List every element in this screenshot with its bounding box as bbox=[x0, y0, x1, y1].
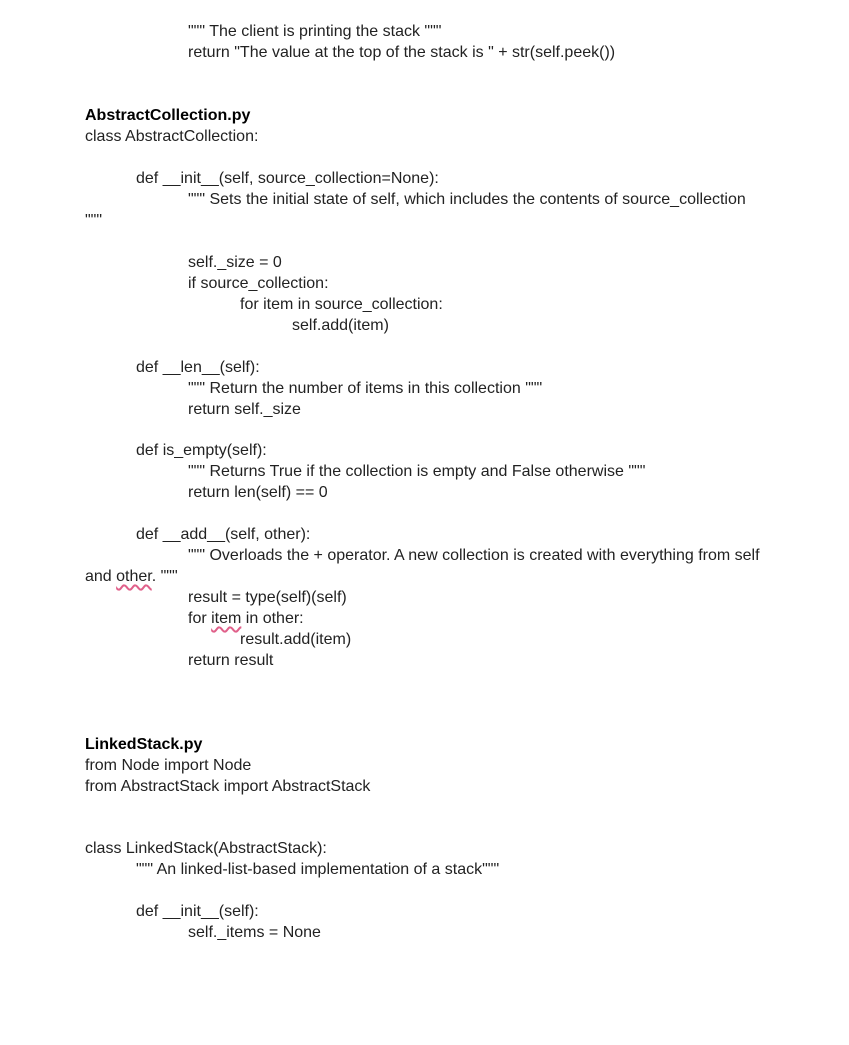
code-line bbox=[85, 566, 178, 587]
code-line: def __init__(self): bbox=[136, 903, 259, 920]
code-line: result.add(item) bbox=[240, 631, 352, 648]
code-line: """ Return the number of items in this collection """ bbox=[188, 380, 543, 397]
code-line bbox=[188, 608, 304, 629]
code-line: """ An linked-list-based implementation of a stack""" bbox=[136, 861, 500, 878]
code-line: self._size = 0 bbox=[188, 254, 282, 271]
code-text: in other: bbox=[241, 610, 304, 627]
code-line: """ Overloads the + operator. A new collection is created with everything from self bbox=[188, 547, 760, 564]
code-line: class AbstractCollection: bbox=[85, 128, 259, 145]
code-line: """ Returns True if the collection is empty and False otherwise """ bbox=[188, 463, 646, 480]
filename-heading: AbstractCollection.py bbox=[85, 107, 251, 124]
code-line: result = type(self)(self) bbox=[188, 589, 347, 606]
code-line: return self._size bbox=[188, 401, 301, 418]
code-line: def __init__(self, source_collection=None): bbox=[136, 170, 439, 187]
code-line: if source_collection: bbox=[188, 275, 329, 292]
code-text: . """ bbox=[151, 568, 178, 585]
spellcheck-flagged-word[interactable]: other bbox=[116, 568, 152, 585]
code-line: return "The value at the top of the stack is " + str(self.peek()) bbox=[188, 44, 616, 61]
code-line: """ bbox=[85, 212, 103, 229]
code-line: self.add(item) bbox=[292, 317, 389, 334]
code-line: from AbstractStack import AbstractStack bbox=[85, 778, 371, 795]
code-line: self._items = None bbox=[188, 924, 321, 941]
code-line: def __add__(self, other): bbox=[136, 526, 311, 543]
code-line: def __len__(self): bbox=[136, 359, 260, 376]
filename-heading: LinkedStack.py bbox=[85, 736, 203, 753]
code-text: for bbox=[188, 610, 212, 627]
code-line: return len(self) == 0 bbox=[188, 484, 328, 501]
code-line: for item in source_collection: bbox=[240, 296, 443, 313]
code-line: def is_empty(self): bbox=[136, 442, 267, 459]
code-line: return result bbox=[188, 652, 274, 669]
code-line: class LinkedStack(AbstractStack): bbox=[85, 840, 327, 857]
code-line: from Node import Node bbox=[85, 757, 252, 774]
code-text: and bbox=[85, 568, 117, 585]
spellcheck-flagged-word[interactable]: item bbox=[211, 610, 242, 627]
code-line: """ Sets the initial state of self, which includes the contents of source_collection bbox=[188, 191, 746, 208]
code-line: """ The client is printing the stack """ bbox=[188, 23, 442, 40]
